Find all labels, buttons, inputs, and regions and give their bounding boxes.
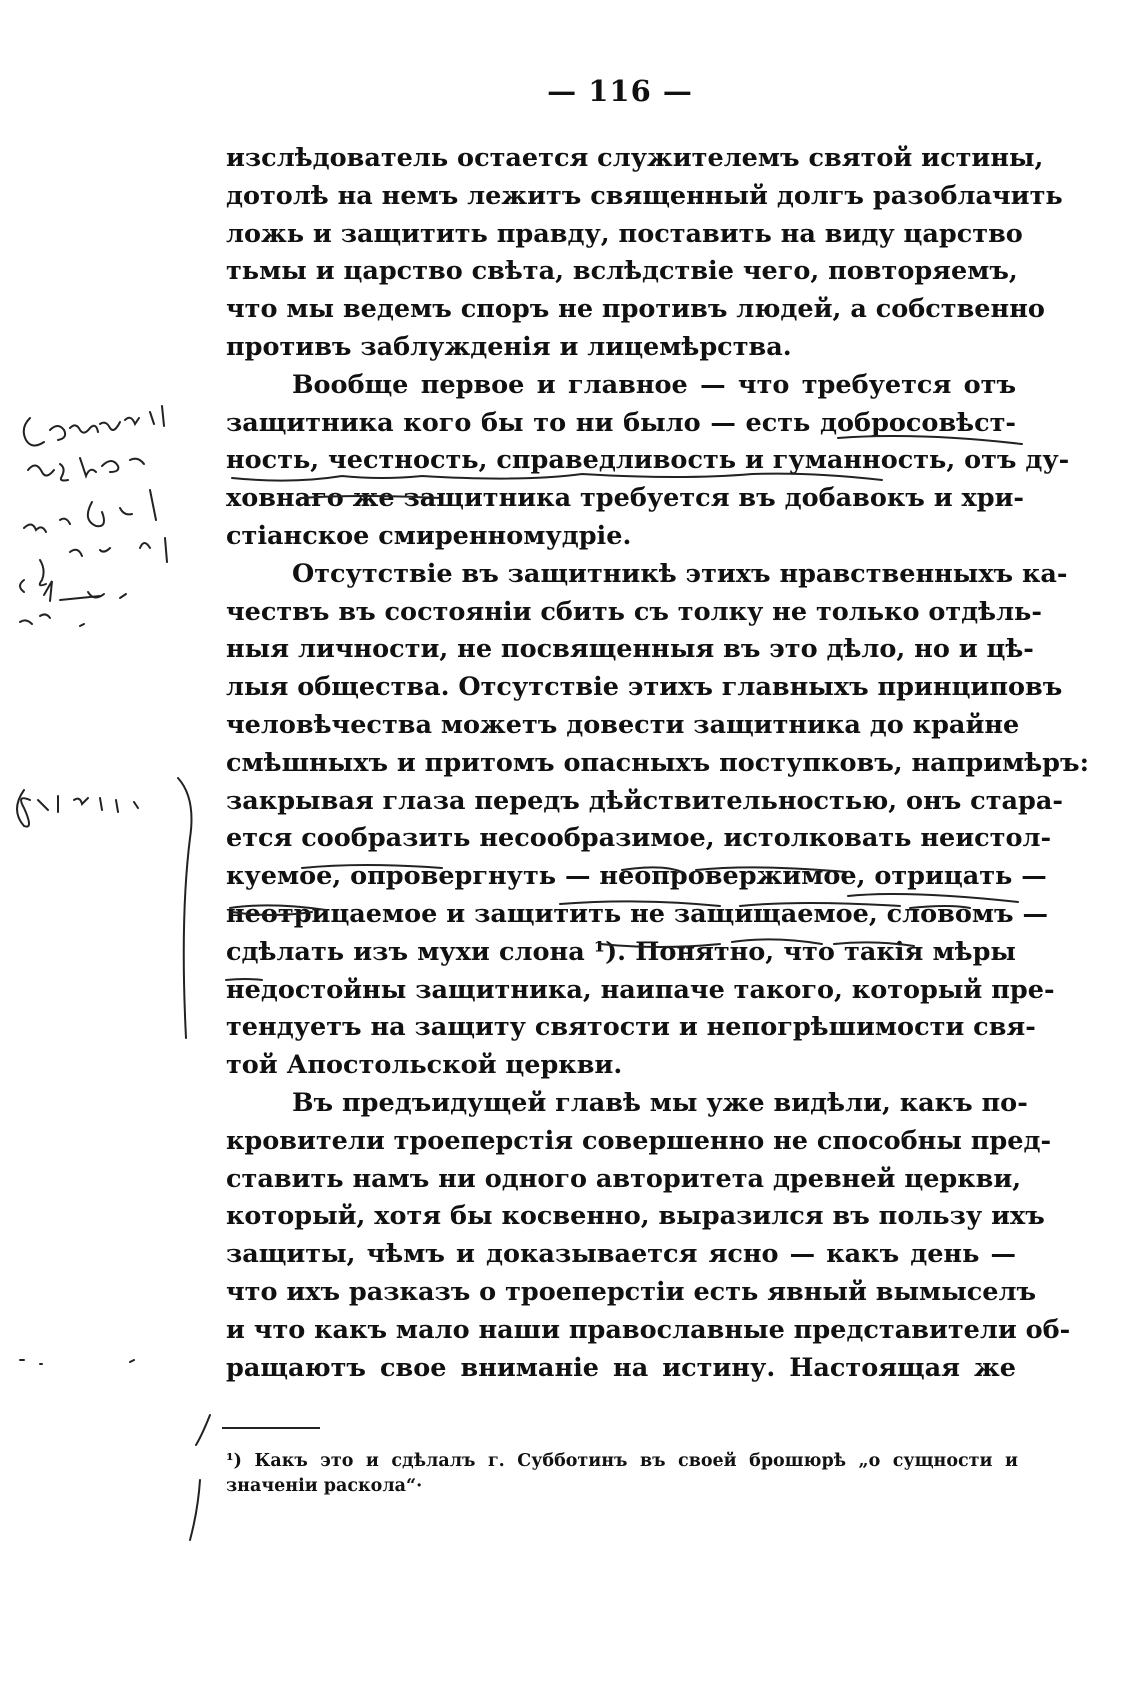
text-line: ется сообразить несообразимое, истолковать неистол- bbox=[226, 823, 1052, 854]
text-line: смѣшныхъ и притомъ опасныхъ поступковъ, напримѣръ: bbox=[226, 747, 1089, 778]
text-line: человѣчества можетъ довести защитника до крайне bbox=[226, 709, 1020, 740]
text-line: закрывая глаза передъ дѣйствительностью, онъ старa- bbox=[226, 785, 1063, 816]
text-line: Въ предъидущей главѣ мы уже видѣли, какъ по- bbox=[292, 1087, 1028, 1118]
text-line: что ихъ разказъ о троеперстіи есть явный вымыселъ bbox=[226, 1276, 1037, 1307]
text-line: тьмы и царство свѣта, вслѣдствіе чего, повторяемъ, bbox=[226, 256, 1018, 287]
text-line: кровители троеперстія совершенно не способны пред- bbox=[226, 1125, 1052, 1156]
footnote-line: ¹) Какъ это и сдѣлалъ г. Субботинъ въ своей брошюрѣ „о сущности и bbox=[226, 1451, 1018, 1471]
text-line: неотрицаемое и защитить не защищаемое, словомъ — bbox=[226, 898, 1048, 929]
text-line: тендуетъ на защиту святости и непогрѣшимости свя- bbox=[226, 1012, 1036, 1043]
text-line: ставить намъ ни одного авторитета древней церкви, bbox=[226, 1163, 1022, 1194]
text-line: противъ заблужденія и лицемѣрства. bbox=[226, 331, 792, 362]
text-line: изслѣдователь остается служителемъ святой истины, bbox=[226, 143, 1044, 173]
text-line: ложь и защитить правду, поставить на виду царство bbox=[226, 218, 1023, 249]
text-line: лыя общества. Отсутствіе этихъ главныхъ принциповъ bbox=[226, 672, 1063, 703]
footnote-line: значеніи раскола“· bbox=[226, 1476, 423, 1496]
text-line: сдѣлать изъ мухи слона ¹). Понятно, что такія мѣры bbox=[226, 936, 1016, 967]
page-number: — 116 — bbox=[547, 74, 693, 108]
text-line: ность, честность, справедливость и гуманность, отъ ду- bbox=[226, 445, 1070, 476]
text-line: Отсутствіе въ защитникѣ этихъ нравственныхъ ка- bbox=[292, 558, 1068, 589]
footnote bbox=[226, 1449, 1018, 1499]
text-line: дотолѣ на немъ лежитъ священный долгъ разоблачить bbox=[226, 180, 1063, 211]
text-line: ховнаго же защитника требуется въ добавокъ и хри- bbox=[226, 483, 1025, 514]
body-text bbox=[226, 140, 1089, 1387]
text-line: той Апостольской церкви. bbox=[226, 1050, 623, 1081]
text-line: и что какъ мало наши православные представители об- bbox=[226, 1314, 1071, 1345]
text-line: защитника кого бы то ни было — есть добросовѣст- bbox=[226, 407, 1016, 438]
text-line: который, хотя бы косвенно, выразился въ пользу ихъ bbox=[226, 1201, 1045, 1232]
handwritten-margin-notes bbox=[0, 400, 220, 1400]
footnote-separator-rule bbox=[222, 1427, 320, 1429]
text-line: стіанское смиренномудріе. bbox=[226, 520, 632, 551]
text-line: куемое, опровергнуть — неопровержимое, отрицать — bbox=[226, 861, 1047, 892]
text-line: чествъ въ состояніи сбить съ толку не только отдѣль- bbox=[226, 596, 1042, 627]
text-line: Вообще первое и главное — что требуется отъ bbox=[292, 369, 1016, 400]
text-line: что мы ведемъ споръ не противъ людей, а собственно bbox=[226, 294, 1045, 325]
text-line: недостойны защитника, наипаче такого, который пре- bbox=[226, 974, 1055, 1005]
text-line: ныя личности, не посвященныя въ это дѣло, но и цѣ- bbox=[226, 634, 1034, 665]
text-line: защиты, чѣмъ и доказывается ясно — какъ день — bbox=[226, 1239, 1016, 1270]
text-line: ращаютъ свое вниманіе на истину. Настоящая же bbox=[226, 1352, 1016, 1383]
